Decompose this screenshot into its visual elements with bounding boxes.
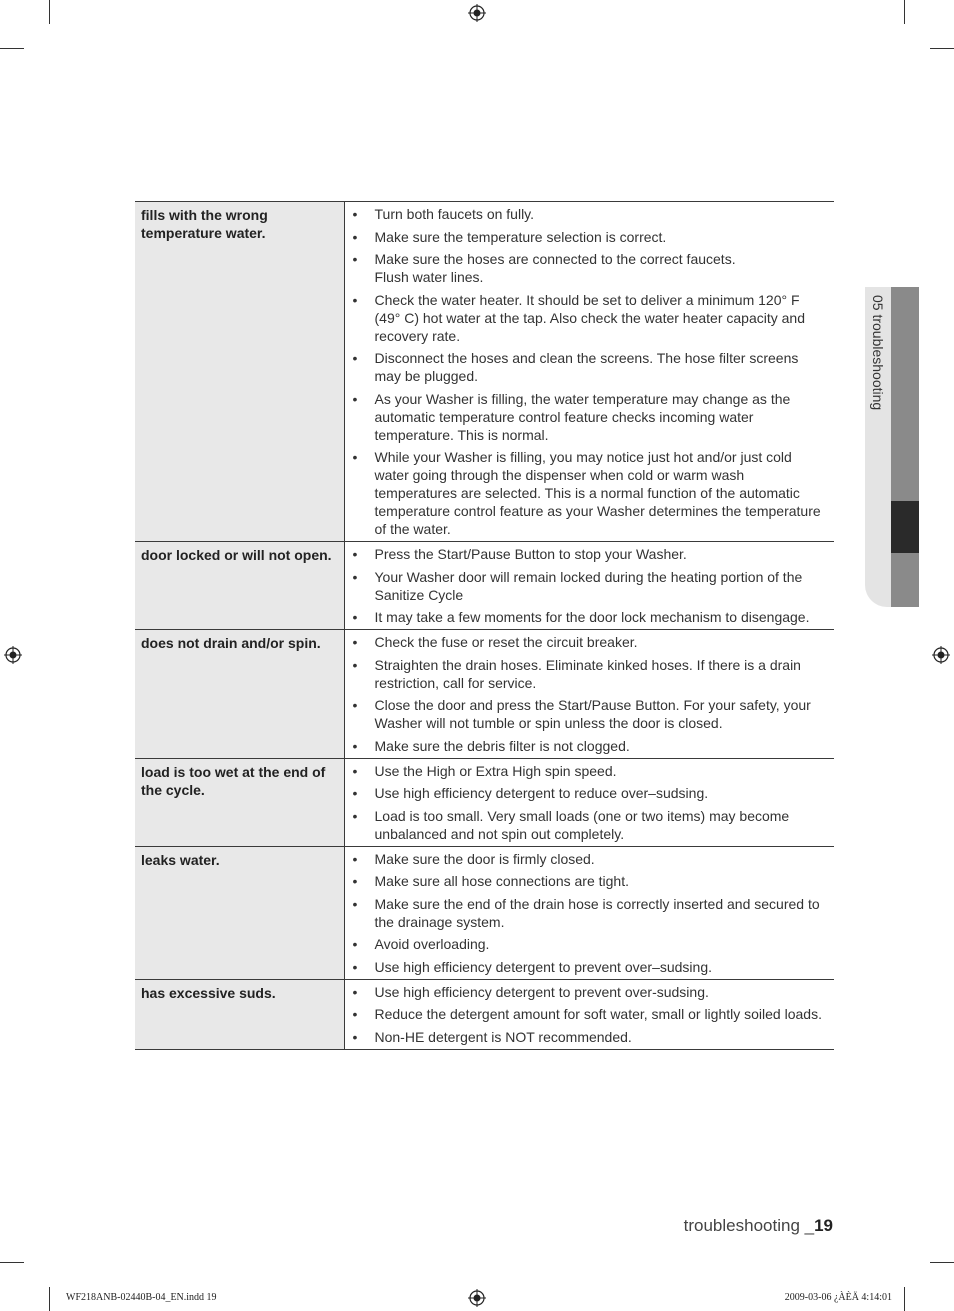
list-item: • Avoid overloading. bbox=[353, 935, 827, 953]
crop-mark bbox=[930, 1262, 954, 1263]
solutions-list bbox=[353, 983, 827, 1046]
chapter-tab-bar bbox=[891, 287, 919, 607]
table-row bbox=[135, 542, 834, 630]
list-item: • Press the Start/Pause Button to stop your Washer. bbox=[353, 545, 827, 563]
problem-cell: leaks water. bbox=[135, 846, 344, 979]
crop-mark bbox=[0, 48, 24, 49]
crop-mark bbox=[930, 48, 954, 49]
solutions-list bbox=[353, 545, 827, 626]
registration-mark-icon bbox=[468, 1289, 486, 1307]
list-item: • Close the door and press the Start/Pause Button. For your safety, your Washer will not tumble or spin unless the door is closed. bbox=[353, 696, 827, 732]
troubleshooting-table-body bbox=[135, 202, 834, 1050]
crop-mark bbox=[49, 1287, 50, 1311]
print-slug-timestamp: 2009-03-06 ¿ÀÈÄ 4:14:01 bbox=[784, 1292, 892, 1303]
list-item: • Your Washer door will remain locked during the heating portion of the Sanitize Cycle bbox=[353, 568, 827, 604]
list-item: • It may take a few moments for the door lock mechanism to disengage. bbox=[353, 608, 827, 626]
problem-cell: fills with the wrong temperature water. bbox=[135, 202, 344, 542]
list-item: • Reduce the detergent amount for soft water, small or lightly soiled loads. bbox=[353, 1005, 827, 1023]
crop-mark bbox=[0, 1262, 24, 1263]
chapter-tab-label: 05 troubleshooting bbox=[870, 295, 886, 411]
solutions-cell bbox=[344, 202, 834, 542]
list-item: • Straighten the drain hoses. Eliminate kinked hoses. If there is a drain restriction, call for service. bbox=[353, 656, 827, 692]
solutions-list bbox=[353, 850, 827, 976]
problem-cell: does not drain and/or spin. bbox=[135, 630, 344, 759]
table-row bbox=[135, 846, 834, 979]
list-item: • Load is too small. Very small loads (one or two items) may become unbalanced and not spin out completely. bbox=[353, 807, 827, 843]
solutions-cell bbox=[344, 846, 834, 979]
list-item: • Check the water heater. It should be set to deliver a minimum 120° F (49° C) hot water at the tap. Also check the water heater capacity and recovery rate. bbox=[353, 291, 827, 345]
list-item: • Make sure the temperature selection is correct. bbox=[353, 228, 827, 246]
list-item: • Use high efficiency detergent to prevent over-sudsing. bbox=[353, 983, 827, 1001]
page-number: 19 bbox=[814, 1216, 833, 1235]
registration-mark-icon bbox=[4, 646, 22, 664]
table-row bbox=[135, 979, 834, 1049]
crop-mark bbox=[49, 0, 50, 24]
list-item: • Make sure the hoses are connected to the correct faucets. Flush water lines. bbox=[353, 250, 827, 286]
solutions-list bbox=[353, 762, 827, 843]
solutions-list bbox=[353, 205, 827, 538]
problem-cell: has excessive suds. bbox=[135, 979, 344, 1049]
list-item: • Make sure the door is firmly closed. bbox=[353, 850, 827, 868]
registration-mark-icon bbox=[468, 4, 486, 22]
crop-mark bbox=[904, 0, 905, 24]
list-item: • Make sure the debris filter is not clogged. bbox=[353, 737, 827, 755]
solutions-cell bbox=[344, 630, 834, 759]
chapter-tab-marker bbox=[891, 501, 919, 553]
list-item: • As your Washer is filling, the water temperature may change as the automatic temperature control feature checks incoming water temperature. This is normal. bbox=[353, 390, 827, 444]
solutions-list bbox=[353, 633, 827, 755]
solutions-cell bbox=[344, 979, 834, 1049]
list-item: • Check the fuse or reset the circuit breaker. bbox=[353, 633, 827, 651]
problem-cell: load is too wet at the end of the cycle. bbox=[135, 758, 344, 846]
crop-mark bbox=[904, 1287, 905, 1311]
list-item: • Non-HE detergent is NOT recommended. bbox=[353, 1028, 827, 1046]
footer-section: troubleshooting _ bbox=[683, 1216, 815, 1235]
list-item: • While your Washer is filling, you may notice just hot and/or just cold water going through the dispenser when cold or warm wash temperatures are selected. This is a normal function of the automatic temperature control feature as your Washer determines the temperature of the water. bbox=[353, 448, 827, 538]
print-slug-file: WF218ANB-02440B-04_EN.indd 19 bbox=[66, 1292, 217, 1303]
registration-mark-icon bbox=[932, 646, 950, 664]
solutions-cell bbox=[344, 542, 834, 630]
list-item: • Use the High or Extra High spin speed. bbox=[353, 762, 827, 780]
list-item: • Turn both faucets on fully. bbox=[353, 205, 827, 223]
table-row bbox=[135, 202, 834, 542]
list-item: • Make sure all hose connections are tight. bbox=[353, 872, 827, 890]
list-item: • Use high efficiency detergent to reduce over–sudsing. bbox=[353, 784, 827, 802]
table-row bbox=[135, 630, 834, 759]
list-item: • Disconnect the hoses and clean the screens. The hose filter screens may be plugged. bbox=[353, 349, 827, 385]
problem-cell: door locked or will not open. bbox=[135, 542, 344, 630]
list-item: • Make sure the end of the drain hose is correctly inserted and secured to the drainage system. bbox=[353, 895, 827, 931]
solutions-cell bbox=[344, 758, 834, 846]
troubleshooting-table bbox=[135, 201, 834, 1050]
table-row bbox=[135, 758, 834, 846]
page-footer bbox=[684, 1216, 833, 1236]
list-item: • Use high efficiency detergent to prevent over–sudsing. bbox=[353, 958, 827, 976]
